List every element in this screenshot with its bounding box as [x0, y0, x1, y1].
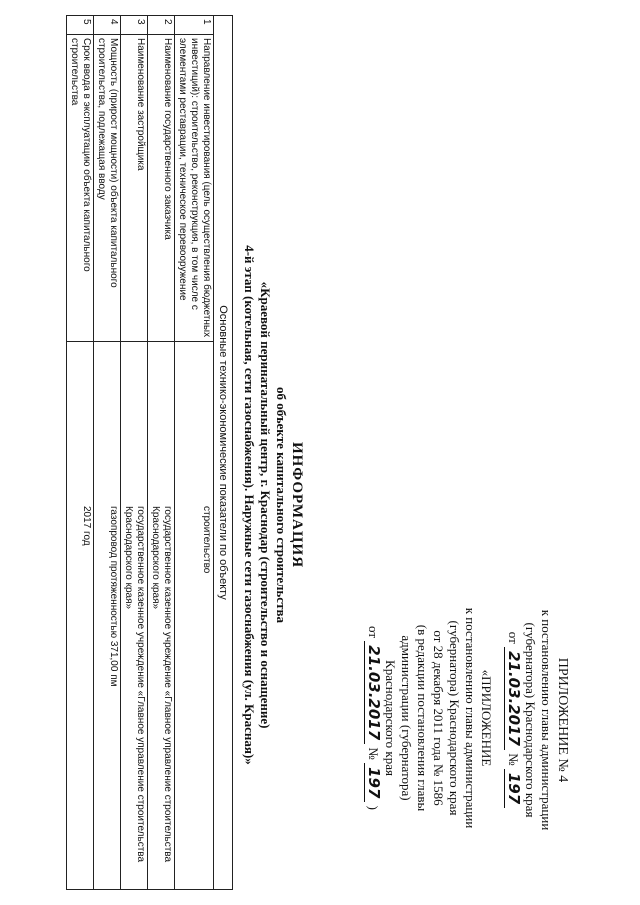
row-number: 3 — [121, 16, 148, 35]
appendix-original-line3: от 28 декабря 2011 года № 1586 — [431, 630, 446, 806]
indicators-table — [66, 15, 233, 890]
row-value: государственное казенное учреждение «Главное управление строительства Краснодарского края» — [148, 503, 175, 890]
from-label: от — [366, 626, 381, 639]
row-name: Мощность (прирост мощности) объекта капитального строительства, подлежащая вводу — [94, 35, 121, 342]
handwritten-number: 197 — [504, 769, 523, 808]
appendix-original-heading: «ПРИЛОЖЕНИЕ — [479, 669, 494, 767]
row-spacer — [67, 342, 94, 504]
row-value: строительство — [175, 503, 214, 890]
handwritten-date: 21.03.2017 — [364, 641, 383, 744]
number-label: № — [366, 747, 381, 760]
table-header: Основные технико-экономические показатели по объекту — [214, 16, 233, 890]
table-row — [175, 16, 214, 890]
title-line-1: ИНФОРМАЦИЯ — [289, 441, 305, 569]
appendix-original-line6: Краснодарского края — [383, 660, 398, 776]
row-value: государственное казенное учреждение «Главное управление строительства Краснодарского края» — [121, 503, 148, 890]
appendix-4-header — [505, 585, 570, 855]
title-line-4: 4-й этап (котельная, сети газоснабжения). Наружные сети газоснабжения (ул. Красная)» — [242, 245, 257, 765]
row-spacer — [121, 342, 148, 504]
title-line-2: об объекте капитального строительства — [274, 387, 289, 623]
table-row — [94, 16, 121, 890]
appendix-4-date-line — [505, 585, 522, 855]
closing-paren: ) — [366, 805, 381, 810]
from-label: от — [506, 631, 521, 644]
table-row — [121, 16, 148, 890]
row-name: Наименование застройщика — [121, 35, 148, 342]
row-name: Срок ввода в эксплуатацию объекта капитального строительства — [67, 35, 94, 342]
row-value: 2017 год — [67, 503, 94, 890]
table-header-row — [214, 16, 233, 890]
appendix-original-line2: (губернатора) Краснодарского края — [447, 620, 462, 816]
row-spacer — [94, 342, 121, 504]
handwritten-date: 21.03.2017 — [504, 647, 523, 750]
row-name: Направление инвестирования (цель осуществления бюджетных инвестиций): строительство, реконструкция, в том числе с элементами реставрации, техническое перевооружение — [175, 35, 214, 342]
row-number: 2 — [148, 16, 175, 35]
number-label: № — [506, 753, 521, 766]
appendix-4-heading: ПРИЛОЖЕНИЕ № 4 — [555, 657, 570, 783]
appendix-original-line1: к постановлению главы администрации — [463, 607, 478, 829]
row-spacer — [175, 342, 214, 504]
appendix-original-date-line — [365, 558, 382, 878]
row-number: 5 — [67, 16, 94, 35]
appendix-original-header — [365, 558, 494, 878]
title-line-3: «Краевой перинатальный центр, г. Краснодар (строительство и оснащение) — [258, 281, 273, 729]
handwritten-number: 197 — [364, 763, 383, 802]
appendix-4-line1: к постановлению главы администрации — [539, 609, 554, 831]
appendix-4-line2: (губернатора) Краснодарского края — [523, 622, 538, 818]
table-row — [148, 16, 175, 890]
table-row — [67, 16, 94, 890]
appendix-original-line4: (в редакции постановления главы — [415, 624, 430, 812]
row-number: 4 — [94, 16, 121, 35]
row-spacer — [148, 342, 175, 504]
row-name: Наименование государственного заказчика — [148, 35, 175, 342]
row-number: 1 — [175, 16, 214, 35]
document-title — [241, 205, 305, 805]
appendix-original-line5: администрации (губернатора) — [399, 635, 414, 801]
row-value: газопровод протяженностью 371,00 пм — [94, 503, 121, 890]
